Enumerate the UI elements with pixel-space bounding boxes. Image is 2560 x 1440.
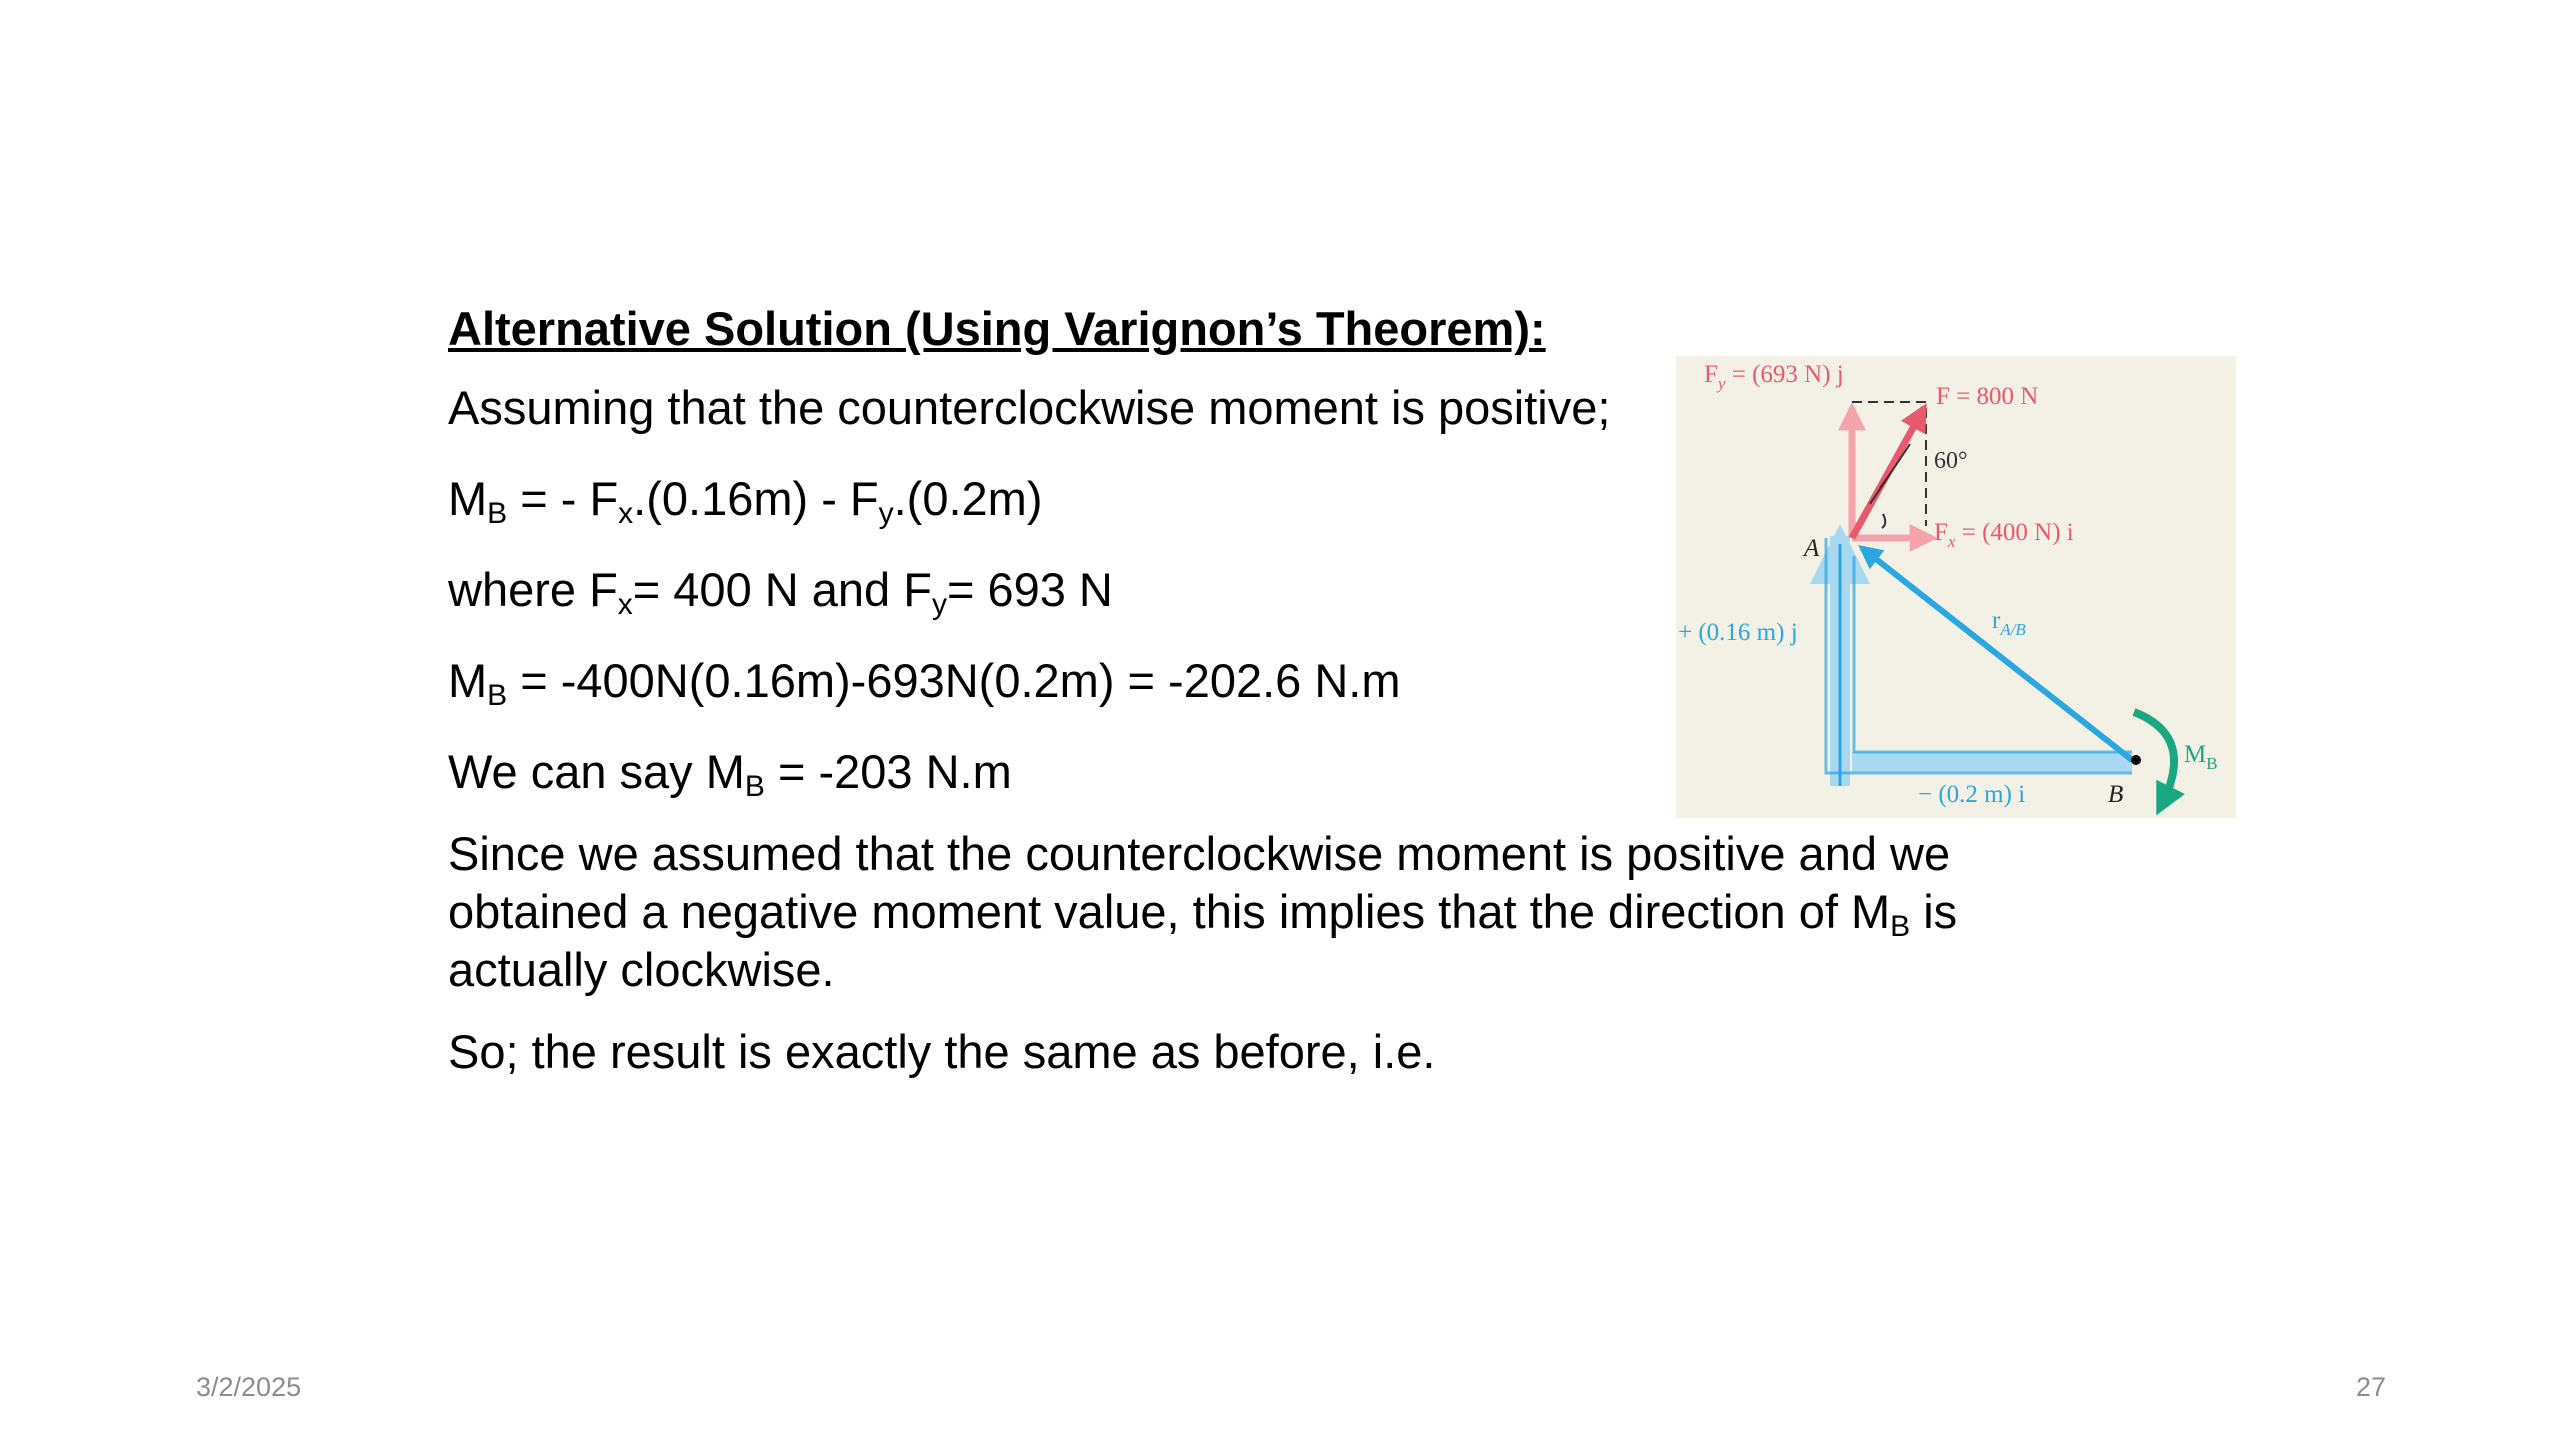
- assumption-text: Assuming that the counterclockwise moment is positive;: [448, 381, 1611, 434]
- page-number: 27: [2356, 1372, 2387, 1402]
- moment-label: $M_B$: [2184, 741, 2218, 773]
- moment-calculation: $M_B = -400N(0.16m)-693N(0.2m) = -202.6$ N.m: [448, 654, 1401, 712]
- force-diagram-figure: [1676, 356, 2236, 818]
- slide-heading: Alternative Solution (Using Varignon’s Theorem):: [448, 302, 1546, 355]
- point-a-label: A: [1804, 535, 1820, 562]
- f-label: F = 800 N: [1936, 383, 2039, 410]
- conclusion-text: Since we assumed that the counterclockwise moment is positive and we obtained a negative moment value, this implies that the direction of $M_B$ is actually clockwise.: [448, 827, 1958, 996]
- force-diagram: [1676, 356, 2236, 818]
- footer-date: 3/2/2025: [196, 1372, 302, 1402]
- fy-label: $F_y = (693$ N) j: [1704, 361, 1844, 393]
- fx-label: $F_x = (400$ N) i: [1934, 519, 2074, 551]
- horizontal-component-label: − (0.2 m) i: [1918, 781, 2026, 808]
- vertical-component-label: + (0.16 m) j: [1678, 619, 1798, 646]
- point-b-dot: [2131, 755, 2141, 765]
- r-ab-label: $r_{A/B}$: [1992, 607, 2026, 639]
- moment-equation: $M_B$ = - $F_x.(0.16m) - F_y.(0.2m)$: [448, 472, 1043, 530]
- moment-result: We can say $M_B = -203$ N.m: [448, 745, 1012, 803]
- force-components: where $F_x= 400$ N and $F_y= 693$ N: [448, 563, 1113, 621]
- point-b-label: B: [2108, 781, 2124, 808]
- angle-label: 60°: [1934, 448, 1968, 474]
- figure-background: [1676, 356, 2236, 818]
- result-text: So; the result is exactly the same as before, i.e.: [448, 1025, 1436, 1078]
